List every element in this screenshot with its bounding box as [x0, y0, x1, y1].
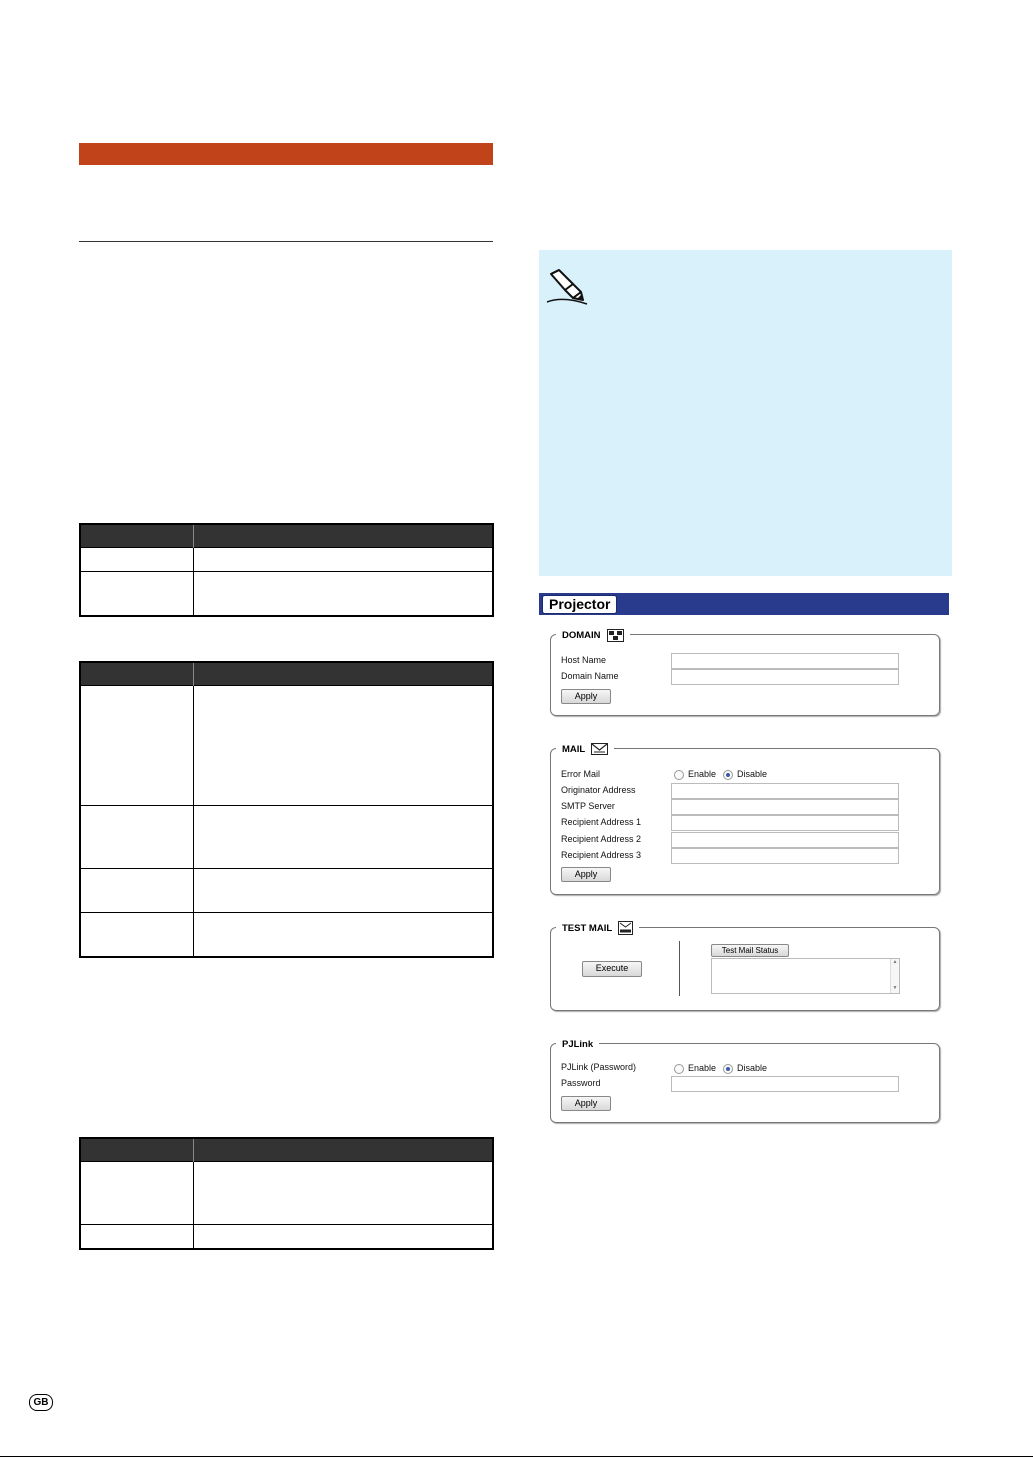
pjlink-apply-button[interactable]: Apply	[561, 1096, 611, 1111]
recipient-address-1-input[interactable]	[671, 815, 899, 831]
smtp-server-label: SMTP Server	[561, 801, 615, 811]
test-mail-icon	[618, 921, 633, 935]
error-mail-disable-label: Disable	[737, 769, 768, 779]
projector-tab[interactable]: Projector	[542, 595, 617, 614]
smtp-server-input[interactable]	[671, 799, 899, 815]
error-mail-enable-radio[interactable]	[674, 770, 684, 780]
mail-title: MAIL	[562, 743, 586, 755]
recipient-address-3-label: Recipient Address 3	[561, 850, 642, 860]
test-mail-status-textarea[interactable]	[711, 958, 900, 994]
host-name-input[interactable]	[671, 653, 899, 669]
originator-address-input[interactable]	[671, 783, 899, 799]
test-mail-divider	[679, 941, 680, 996]
test-mail-execute-button[interactable]: Execute	[582, 961, 642, 977]
network-icon	[607, 629, 624, 642]
settings-table-1	[79, 523, 494, 617]
domain-legend	[556, 628, 630, 642]
recipient-address-2-label: Recipient Address 2	[561, 834, 642, 844]
pjlink-legend	[556, 1037, 599, 1051]
pjlink-disable-label: Disable	[737, 1063, 768, 1073]
pencil-note-icon	[543, 266, 589, 306]
pjlink-enable-label: Enable	[688, 1063, 717, 1073]
pjlink-password-input[interactable]	[671, 1076, 899, 1092]
mail-legend	[556, 742, 614, 756]
footer-rule	[0, 1456, 1033, 1457]
section-header-bar	[79, 143, 493, 165]
recipient-address-2-input[interactable]	[671, 832, 899, 848]
test-mail-status-button[interactable]: Test Mail Status	[711, 944, 789, 957]
error-mail-disable-radio[interactable]	[723, 770, 733, 780]
pjlink-password-label: Password	[561, 1078, 601, 1088]
mail-apply-button[interactable]: Apply	[561, 867, 611, 882]
test-mail-legend	[556, 921, 639, 935]
test-mail-title: TEST MAIL	[562, 922, 613, 934]
pjlink-enable-radio[interactable]	[674, 1064, 684, 1074]
envelope-icon	[591, 743, 608, 755]
note-panel	[539, 250, 952, 576]
pjlink-title: PJLink	[562, 1038, 594, 1050]
pjlink-password-toggle-label: PJLink (Password)	[561, 1062, 637, 1072]
textarea-scrollbar[interactable]	[890, 959, 899, 993]
recipient-address-3-input[interactable]	[671, 848, 899, 864]
pjlink-disable-radio[interactable]	[723, 1064, 733, 1074]
error-mail-enable-label: Enable	[688, 769, 717, 779]
domain-apply-button[interactable]: Apply	[561, 689, 611, 704]
error-mail-label: Error Mail	[561, 769, 601, 779]
domain-name-input[interactable]	[671, 669, 899, 685]
scroll-down-arrow-icon[interactable]: ▼	[892, 985, 898, 991]
settings-table-2	[79, 661, 494, 958]
region-badge: GB	[29, 1394, 53, 1411]
domain-name-label: Domain Name	[561, 671, 619, 681]
divider	[79, 241, 493, 242]
originator-address-label: Originator Address	[561, 785, 636, 795]
host-name-label: Host Name	[561, 655, 607, 665]
recipient-address-1-label: Recipient Address 1	[561, 817, 642, 827]
domain-title: DOMAIN	[562, 629, 601, 641]
scroll-up-arrow-icon[interactable]: ▲	[892, 959, 898, 965]
settings-table-3	[79, 1137, 494, 1250]
